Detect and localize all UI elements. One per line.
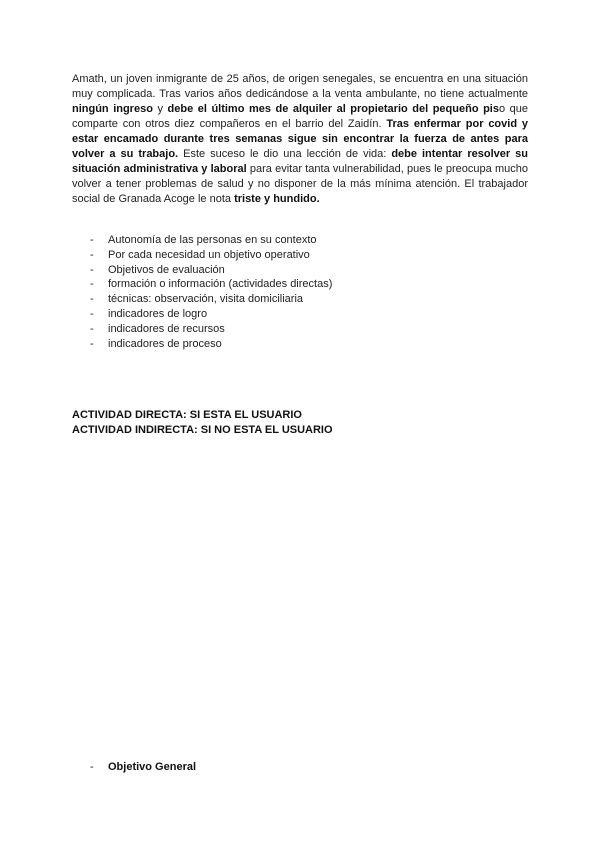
list-item-text: indicadores de proceso: [108, 337, 222, 350]
text-run: Este suceso le dio una lección de vida:: [178, 148, 392, 160]
bullet-dash: -: [90, 307, 94, 320]
bullet-dash: -: [90, 234, 94, 246]
list-item-text: Objetivos de evaluación: [108, 263, 225, 276]
bullet-dash: -: [90, 263, 94, 276]
list-item: [72, 263, 528, 278]
list-item: [72, 307, 528, 322]
bullet-list: [72, 233, 528, 351]
bullet-dash: -: [90, 293, 94, 306]
heading-indirect-activity: ACTIVIDAD INDIRECTA: SI NO ESTA EL USUARIO: [72, 424, 333, 436]
list-item-text: indicadores de recursos: [108, 322, 225, 335]
list-item-text: técnicas: observación, visita domiciliaria: [108, 293, 304, 306]
activity-headings: [72, 408, 528, 438]
list-item: [72, 337, 528, 352]
objective-general-label: Objetivo General: [108, 761, 197, 773]
list-item: [72, 233, 528, 248]
bold-text-run: Tras enfermar por covid y estar encamado durante tres semanas sigue sin encontrar la fuerza de antes para volver a su trabajo.: [72, 118, 529, 160]
bullet-dash: -: [90, 278, 94, 291]
case-paragraph: [72, 72, 528, 207]
list-item-text: formación o información (actividades directas): [108, 278, 333, 291]
list-item: [72, 248, 528, 263]
list-item-text: Por cada necesidad un objetivo operativo: [108, 248, 310, 261]
bold-text-run: debe intentar resolver su situación administrativa y laboral: [72, 148, 528, 175]
list-item: [72, 322, 528, 337]
bold-text-run: ningún ingreso: [72, 103, 153, 115]
text-run: Amath, un joven inmigrante de 25 años, de origen senegales, se encuentra en una situación muy complicada. Tras varios años dedicándose a la venta ambulante, no tiene actualmente: [72, 73, 528, 100]
text-run: y: [152, 103, 168, 115]
heading-direct-activity: ACTIVIDAD DIRECTA: SI ESTA EL USUARIO: [72, 409, 302, 421]
bold-text-run: debe el último mes de alquiler al propietario del pequeño pis: [167, 103, 499, 115]
text-run: para evitar tanta vulnerabilidad, pues le preocupa mucho volver a tener problemas de salud y no disponer de la más mínima atención. El trabajador social de Granada Acoge le nota: [72, 163, 528, 205]
bullet-dash: -: [90, 322, 94, 335]
bullet-dash: -: [90, 337, 94, 350]
list-item-text: indicadores de logro: [108, 307, 208, 320]
text-run: o que comparte con otros diez compañeros en el barrio del Zaidín.: [72, 103, 528, 130]
list-item-text: Autonomía de las personas en su contexto: [108, 234, 317, 246]
bold-text-run: triste y hundido.: [234, 193, 320, 205]
bullet-dash: -: [90, 248, 94, 261]
list-item: [72, 277, 528, 292]
list-item: [72, 292, 528, 307]
bullet-dash: -: [90, 761, 94, 773]
